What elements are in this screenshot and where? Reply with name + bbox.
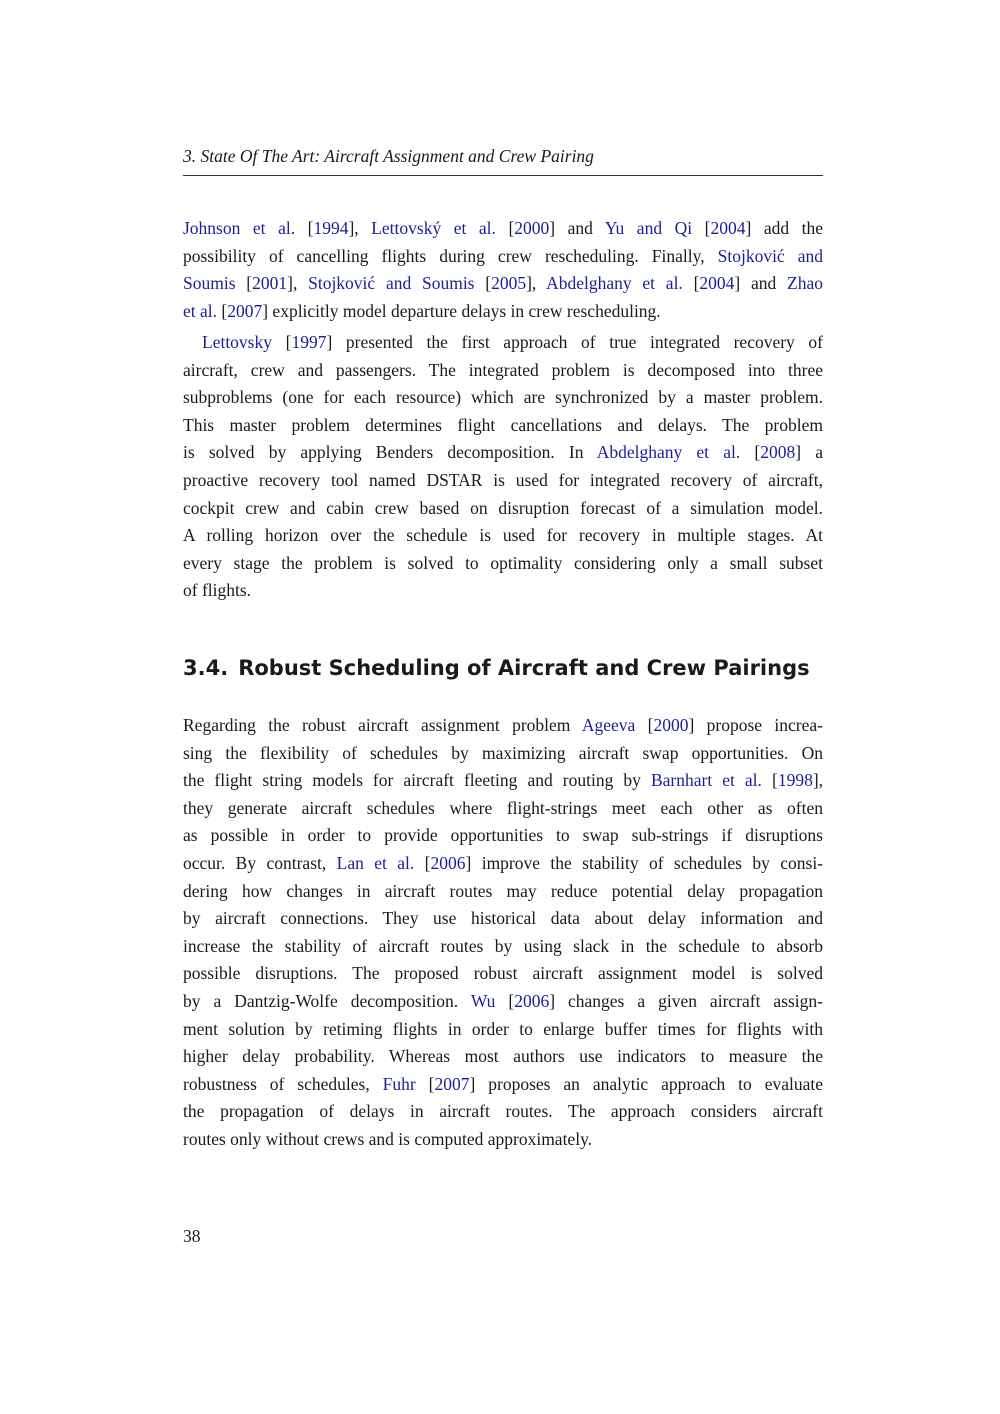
text-segment: [ (415, 1073, 435, 1094)
text-line (183, 1098, 823, 1126)
text-segment: ] and (734, 273, 788, 294)
citation-link[interactable]: 2007 (434, 1073, 470, 1094)
text-segment: as possible in order to provide opportunities to swap sub-strings if disruptions (183, 825, 823, 846)
text-segment: [ (682, 273, 700, 294)
paragraph (183, 329, 823, 605)
text-segment: [ (495, 218, 515, 238)
text-segment: ], (526, 273, 547, 294)
text-segment: ], (287, 273, 309, 294)
citation-link[interactable]: Lettovský et al. (371, 218, 496, 238)
citation-link[interactable]: 1994 (313, 218, 349, 238)
text-segment: ] and (549, 218, 605, 238)
text-line (183, 1126, 823, 1154)
text-segment: aircraft, crew and passengers. The integrated problem is decomposed into three (183, 359, 823, 380)
citation-link[interactable]: Lettovsky (202, 332, 272, 352)
text-segment: cockpit crew and cabin crew based on disruption forecast of a simulation model. (183, 497, 823, 518)
text-segment: routes only without crews and is computed approximately. (183, 1128, 593, 1149)
text-segment: dering how changes in aircraft routes may reduce potential delay propagation (183, 880, 823, 901)
text-segment: [ (217, 300, 228, 321)
text-segment: [ (474, 273, 492, 294)
text-segment: [ (761, 770, 778, 791)
text-segment: ] improve the stability of schedules by consi- (465, 852, 824, 873)
text-line (183, 550, 823, 578)
text-segment: ] propose increa- (688, 715, 823, 735)
running-header: 3. State Of The Art: Aircraft Assignment and Crew Pairing (183, 146, 594, 166)
text-segment: by a Dantzig-Wolfe decomposition. (183, 990, 471, 1011)
paragraph (183, 215, 823, 325)
text-segment: ] a (795, 442, 824, 463)
citation-link[interactable]: 2000 (514, 218, 550, 238)
citation-link[interactable]: Barnhart et al. (650, 770, 762, 791)
citation-link[interactable]: 1998 (777, 770, 813, 791)
text-line (183, 270, 823, 298)
section-title: Robust Scheduling of Aircraft and Crew Pairings (238, 656, 810, 680)
text-segment: [ (414, 852, 431, 873)
text-segment: A rolling horizon over the schedule is used for recovery in multiple stages. At (183, 525, 823, 546)
text-segment: [ (235, 273, 253, 294)
citation-link[interactable]: Yu and Qi (604, 218, 693, 238)
citation-link[interactable]: Wu (470, 990, 496, 1011)
text-segment: the flight string models for aircraft fleeting and routing by (183, 770, 651, 791)
text-segment: subproblems (one for each resource) which are synchronized by a master problem. (183, 387, 823, 408)
text-line (183, 243, 823, 271)
text-segment: of flights. (183, 580, 252, 601)
text-line (183, 1043, 823, 1071)
citation-link[interactable]: 2004 (710, 218, 746, 238)
text-segment: possible disruptions. The proposed robust aircraft assignment model is solved (183, 963, 823, 984)
text-segment: proactive recovery tool named DSTAR is used for integrated recovery of aircraft, (183, 469, 823, 490)
text-line (183, 412, 823, 440)
text-line (183, 822, 823, 850)
citation-link[interactable]: Zhao (787, 273, 823, 294)
citation-link[interactable]: Lan et al. (336, 852, 415, 873)
citation-link[interactable]: Stojković and (717, 245, 823, 266)
text-line (183, 495, 823, 523)
text-segment: possibility of cancelling flights during crew rescheduling. Finally, (183, 245, 718, 266)
section-heading (183, 656, 810, 680)
page-number: 38 (183, 1226, 201, 1246)
citation-link[interactable]: 1997 (291, 332, 327, 352)
text-segment: ] explicitly model departure delays in crew rescheduling. (262, 300, 661, 321)
text-segment: ] add the (745, 218, 824, 238)
text-line (183, 1071, 823, 1099)
text-segment: ], (348, 218, 372, 238)
text-segment: robustness of schedules, (183, 1073, 383, 1094)
paragraph (183, 712, 823, 1154)
text-line (183, 960, 823, 988)
text-line (183, 215, 823, 243)
text-segment: [ (295, 218, 314, 238)
text-segment: they generate aircraft schedules where flight-strings meet each other as often (183, 797, 823, 818)
citation-link[interactable]: Ageeva (581, 715, 636, 735)
text-segment: every stage the problem is solved to optimality considering only a small subset (183, 552, 823, 573)
text-segment: [ (272, 332, 292, 352)
text-line (183, 712, 823, 740)
text-line (183, 522, 823, 550)
text-segment: Regarding the robust aircraft assignment problem (183, 715, 582, 735)
citation-link[interactable]: 2007 (227, 300, 263, 321)
section-number: 3.4. (183, 656, 229, 680)
citation-link[interactable]: Stojković and Soumis (308, 273, 475, 294)
text-segment: ] proposes an analytic approach to evaluate (469, 1073, 824, 1094)
text-line (183, 467, 823, 495)
citation-link[interactable]: Soumis (183, 273, 236, 294)
text-segment: the propagation of delays in aircraft routes. The approach considers aircraft (183, 1101, 823, 1122)
text-segment: ], (812, 770, 824, 791)
text-line (183, 329, 823, 357)
text-segment: ] changes a given aircraft assign- (549, 990, 823, 1011)
citation-link[interactable]: 2004 (699, 273, 735, 294)
citation-link[interactable]: et al. (183, 300, 218, 321)
text-segment: higher delay probability. Whereas most authors use indicators to measure the (183, 1046, 823, 1067)
text-segment: [ (635, 715, 654, 735)
text-segment: occur. By contrast, (183, 852, 337, 873)
text-line (183, 850, 823, 878)
text-segment: sing the flexibility of schedules by maximizing aircraft swap opportunities. On (183, 742, 823, 763)
text-line (183, 740, 823, 768)
text-segment: ment solution by retiming flights in order to enlarge buffer times for flights with (183, 1018, 823, 1039)
text-segment: [ (495, 990, 515, 1011)
text-line (183, 905, 823, 933)
text-segment: [ (740, 442, 761, 463)
text-segment: by aircraft connections. They use historical data about delay information and (183, 908, 823, 929)
text-line (183, 1016, 823, 1044)
text-segment: ] presented the first approach of true integrated recovery of (326, 332, 823, 352)
text-line (183, 384, 823, 412)
citation-link[interactable]: 2006 (430, 852, 466, 873)
header-rule (183, 175, 823, 176)
text-line (183, 988, 823, 1016)
text-line (183, 795, 823, 823)
citation-link[interactable]: 2005 (491, 273, 527, 294)
text-line (183, 577, 823, 605)
citation-link[interactable]: 2008 (760, 442, 796, 463)
text-segment: increase the stability of aircraft routes by using slack in the schedule to absorb (183, 935, 823, 956)
citation-link[interactable]: 2000 (653, 715, 689, 735)
text-line (183, 439, 823, 467)
text-segment: [ (692, 218, 711, 238)
text-line (183, 878, 823, 906)
citation-link[interactable]: Abdelghany et al. (546, 273, 683, 294)
citation-link[interactable]: Abdelghany et al. (596, 442, 741, 463)
citation-link[interactable]: Johnson et al. (183, 218, 296, 238)
text-line (183, 357, 823, 385)
citation-link[interactable]: Fuhr (382, 1073, 416, 1094)
text-line (183, 767, 823, 795)
text-line (183, 933, 823, 961)
text-segment: This master problem determines flight cancellations and delays. The problem (183, 414, 823, 435)
text-segment: is solved by applying Benders decomposition. In (183, 442, 597, 463)
citation-link[interactable]: 2006 (514, 990, 550, 1011)
citation-link[interactable]: 2001 (252, 273, 288, 294)
text-line (183, 298, 823, 326)
